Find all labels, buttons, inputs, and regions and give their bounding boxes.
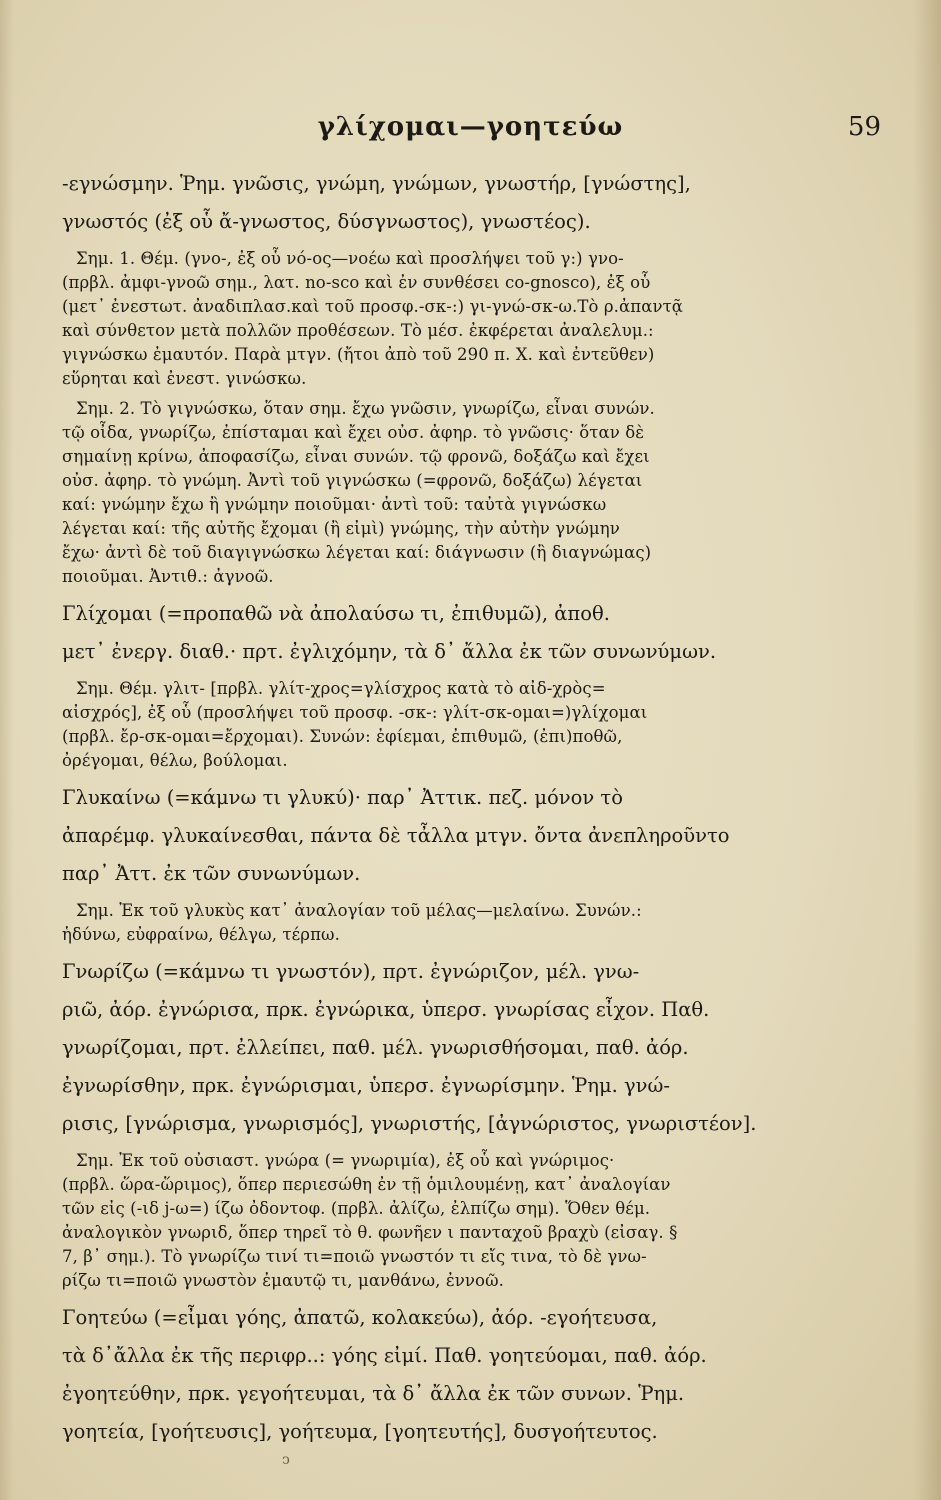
text-line: Γνωρίζω (=κάμνω τι γνωστόν), πρτ. ἐγνώριζον, μέλ. γνω- bbox=[62, 960, 640, 983]
text-line: Σημ. Ἐκ τοῦ οὐσιαστ. γνώρα (= γνωριμία), ἐξ οὗ καὶ γνώριμος· bbox=[76, 1151, 615, 1170]
text-line: Σημ. 2. Τὸ γιγνώσκω, ὅταν σημ. ἔχω γνῶσιν, γνωρίζω, εἶναι συνών. bbox=[76, 399, 655, 418]
text-line: γοητεία, [γοήτευσις], γοήτευμα, [γοητευτής], δυσγοήτευτος. bbox=[62, 1420, 658, 1443]
text-line: (μετ᾽ ἐνεστωτ. ἀναδιπλασ.καὶ τοῦ προσφ.-σκ-:) γι-γνώ-σκ-ω.Τὸ ρ.ἀπαντᾷ bbox=[62, 297, 684, 316]
text-line: ρισις, [γνώρισμα, γνωρισμός], γνωριστής, [ἀγνώριστος, γνωριστέον]. bbox=[62, 1112, 757, 1135]
text-line: οὐσ. ἀφηρ. τὸ γνώμη. Ἀντὶ τοῦ γιγνώσκω (=φρονῶ, δοξάζω) λέγεται bbox=[62, 471, 643, 490]
text-line: γνωρίζομαι, πρτ. ἐλλείπει, παθ. μέλ. γνωρισθήσομαι, παθ. ἀόρ. bbox=[62, 1036, 689, 1059]
dictionary-text-body bbox=[62, 165, 862, 1457]
text-line: ἔχω· ἀντὶ δὲ τοῦ διαγιγνώσκω λέγεται καί: διάγνωσιν (ἢ διαγνώμας) bbox=[62, 543, 652, 562]
text-line: Σημ. Ἐκ τοῦ γλυκὺς κατ᾽ ἀναλογίαν τοῦ μέλας—μελαίνω. Συνών.: bbox=[76, 901, 642, 920]
text-line: μετ᾽ ἐνεργ. διαθ.· πρτ. ἐγλιχόμην, τὰ δ᾽ ἄλλα ἐκ τῶν συνωνύμων. bbox=[62, 640, 717, 663]
note-paragraph bbox=[62, 677, 862, 773]
page-edge-shadow-right bbox=[913, 0, 941, 1500]
page-number: 59 bbox=[847, 112, 881, 142]
text-line: Σημ. Θέμ. γλιτ- [πρβλ. γλίτ-χρος=γλίσχρος κατὰ τὸ αἰδ-χρὸς= bbox=[76, 679, 606, 698]
page-edge-shadow-left bbox=[0, 0, 14, 1500]
entry-paragraph bbox=[62, 595, 862, 671]
text-line: 7, β᾽ σημ.). Τὸ γνωρίζω τινί τι=ποιῶ γνωστόν τι εἴς τινα, τὸ δὲ γνω- bbox=[62, 1247, 647, 1266]
text-line: ποιοῦμαι. Ἀντιθ.: ἀγνοῶ. bbox=[62, 567, 274, 586]
text-line: Γοητεύω (=εἶμαι γόης, ἀπατῶ, κολακεύω), ἀόρ. -εγοήτευσα, bbox=[62, 1306, 658, 1329]
text-line: αἰσχρός], ἐξ οὗ (προσλήψει τοῦ προσφ. -σκ-: γλίτ-σκ-ομαι=)γλίχομαι bbox=[62, 703, 648, 722]
text-line: ἀπαρέμφ. γλυκαίνεσθαι, πάντα δὲ τἆλλα μτγν. ὄντα ἀνεπληροῦντο bbox=[62, 824, 730, 847]
text-line: ἐγοητεύθην, πρκ. γεγοήτευμαι, τὰ δ᾽ ἄλλα ἐκ τῶν συνων. Ῥημ. bbox=[62, 1382, 685, 1405]
text-line: ἐγνωρίσθην, πρκ. ἐγνώρισμαι, ὑπερσ. ἐγνωρίσμην. Ῥημ. γνώ- bbox=[62, 1074, 671, 1097]
note-paragraph bbox=[62, 899, 862, 947]
text-line: γιγνώσκω ἐμαυτόν. Παρὰ μτγν. (ἤτοι ἀπὸ τοῦ 290 π. Χ. καὶ ἐντεῦθεν) bbox=[62, 345, 655, 364]
ink-mark: ↄ bbox=[282, 1452, 290, 1468]
text-line: ἡδύνω, εὐφραίνω, θέλγω, τέρπω. bbox=[62, 925, 340, 944]
text-line: καί: γνώμην ἔχω ἢ γνώμην ποιοῦμαι· ἀντὶ τοῦ: ταὐτὰ γιγνώσκω bbox=[62, 495, 607, 514]
text-line: λέγεται καί: τῆς αὐτῆς ἔχομαι (ἢ εἰμὶ) γνώμης, τὴν αὐτὴν γνώμην bbox=[62, 519, 620, 538]
text-line: -εγνώσμην. Ῥημ. γνῶσις, γνώμη, γνώμων, γνωστήρ, [γνώστης], bbox=[62, 172, 691, 195]
text-line: εὕρηται καὶ ἐνεστ. γινώσκω. bbox=[62, 369, 307, 388]
entry-paragraph bbox=[62, 165, 862, 241]
text-line: ριῶ, ἀόρ. ἐγνώρισα, πρκ. ἐγνώρικα, ὑπερσ. γνωρίσας εἶχον. Παθ. bbox=[62, 998, 710, 1021]
text-line: τὰ δ᾽ἄλλα ἐκ τῆς περιφρ..: γόης εἰμί. Παθ. γοητεύομαι, παθ. ἀόρ. bbox=[62, 1344, 707, 1367]
entry-paragraph bbox=[62, 779, 862, 893]
text-line: ὀρέγομαι, θέλω, βούλομαι. bbox=[62, 751, 288, 770]
note-paragraph bbox=[62, 247, 862, 391]
text-line: γνωστός (ἐξ οὗ ἄ-γνωστος, δύσγνωστος), γνωστέος). bbox=[62, 210, 591, 233]
note-paragraph bbox=[62, 1149, 862, 1293]
text-line: Γλυκαίνω (=κάμνω τι γλυκύ)· παρ᾽ Ἀττικ. πεζ. μόνον τὸ bbox=[62, 786, 623, 809]
text-line: τῶν εἰς (-ιδ j-ω=) ίζω ὀδοντοφ. (πρβλ. ἀλίζω, ἐλπίζω σημ). Ὅθεν θέμ. bbox=[62, 1199, 651, 1218]
entry-paragraph bbox=[62, 953, 862, 1143]
text-line: Σημ. 1. Θέμ. (γνο-, ἐξ οὗ νό-ος—νοέω καὶ προσλήψει τοῦ γ:) γνο- bbox=[76, 249, 624, 268]
text-line: ἀναλογικὸν γνωριδ, ὅπερ τηρεῖ τὸ θ. φωνῆεν ι πανταχοῦ βραχὺ (εἰσαγ. § bbox=[62, 1223, 678, 1242]
text-line: τῷ οἶδα, γνωρίζω, ἐπίσταμαι καὶ ἔχει οὐσ. ἀφηρ. τὸ γνῶσις· ὅταν δὲ bbox=[62, 423, 645, 442]
entry-paragraph bbox=[62, 1299, 862, 1451]
text-line: (πρβλ. ὥρα-ὥριμος), ὅπερ περιεσώθη ἐν τῇ ὁμιλουμένῃ, κατ᾽ ἀναλογίαν bbox=[62, 1175, 671, 1194]
page-header bbox=[60, 112, 881, 152]
note-paragraph bbox=[62, 397, 862, 589]
running-title: γλίχομαι—γοητεύω bbox=[317, 112, 624, 142]
text-line: παρ᾽ Ἀττ. ἐκ τῶν συνωνύμων. bbox=[62, 862, 361, 885]
text-line: (πρβλ. ἀμφι-γνοῶ σημ., λατ. no-sco καὶ ἐν συνθέσει co-gnosco), ἐξ οὗ bbox=[62, 273, 651, 292]
text-line: (πρβλ. ἔρ-σκ-ομαι=ἔρχομαι). Συνών: ἐφίεμαι, ἐπιθυμῶ, (ἐπι)ποθῶ, bbox=[62, 727, 623, 746]
text-line: ρίζω τι=ποιῶ γνωστὸν ἐμαυτῷ τι, μανθάνω, ἐννοῶ. bbox=[62, 1271, 504, 1290]
text-line: καὶ σύνθετον μετὰ πολλῶν προθέσεων. Τὸ μέσ. ἐκφέρεται ἀναλελυμ.: bbox=[62, 321, 654, 340]
text-line: Γλίχομαι (=προπαθῶ νὰ ἀπολαύσω τι, ἐπιθυμῶ), ἀποθ. bbox=[62, 602, 610, 625]
text-line: σημαίνῃ κρίνω, ἀποφασίζω, εἶναι συνών. τῷ φρονῶ, δοξάζω καὶ ἔχει bbox=[62, 447, 650, 466]
